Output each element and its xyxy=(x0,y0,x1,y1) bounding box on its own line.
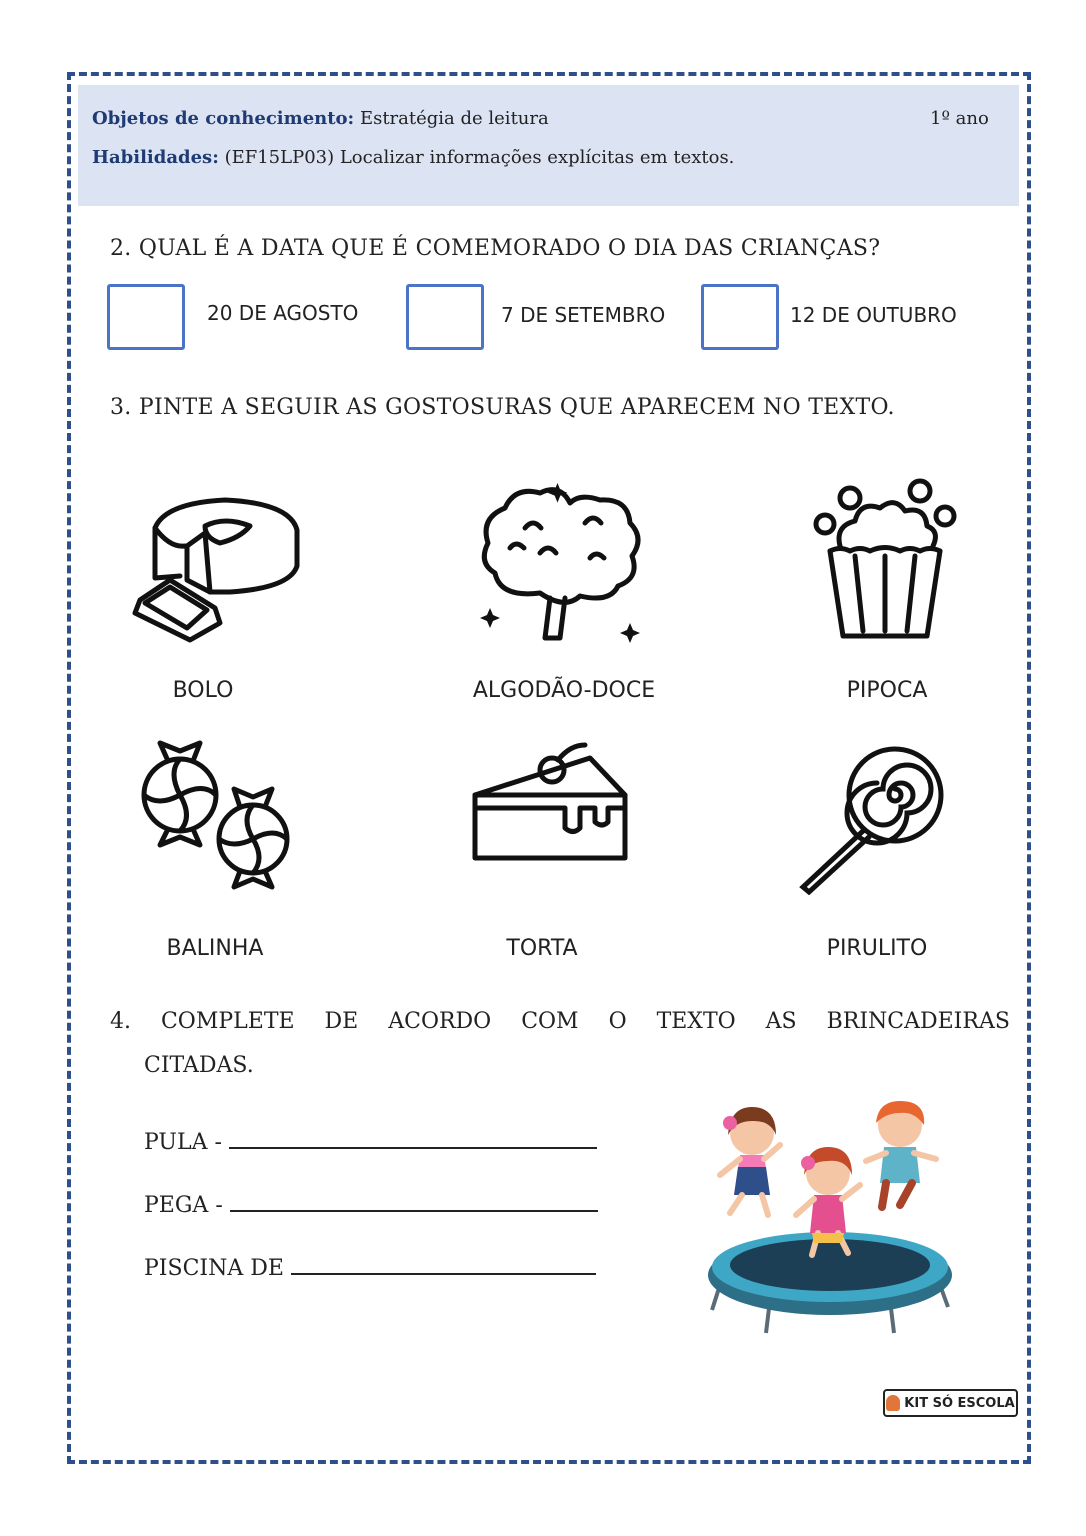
q4-word: COM xyxy=(521,1009,579,1034)
lollipop-icon[interactable] xyxy=(795,745,955,895)
food-label-torta: TORTA xyxy=(506,936,578,961)
q4-word: COMPLETE xyxy=(160,1009,295,1034)
blank-pula-line[interactable] xyxy=(229,1131,597,1149)
food-label-pipoca: PIPOCA xyxy=(846,678,928,703)
header-panel xyxy=(78,85,1019,206)
q4-word: AS xyxy=(765,1009,797,1034)
answer-box-3[interactable] xyxy=(701,284,779,350)
cotton-candy-icon[interactable] xyxy=(470,478,650,653)
q4-word: O xyxy=(608,1009,627,1034)
q4-word: ACORDO xyxy=(388,1009,492,1034)
answer-box-1[interactable] xyxy=(107,284,185,350)
logo-text: KIT SÓ ESCOLA xyxy=(904,1395,1015,1411)
objetos-line xyxy=(92,108,549,129)
option-2-label: 7 DE SETEMBRO xyxy=(501,303,666,327)
blank-piscina-line[interactable] xyxy=(291,1257,596,1275)
objetos-value: Estratégia de leitura xyxy=(359,108,549,129)
habilidades-value: (EF15LP03) Localizar informações explícitas em textos. xyxy=(224,147,735,168)
habilidades-line xyxy=(92,147,734,168)
option-3-label: 12 DE OUTUBRO xyxy=(790,303,957,327)
candy-icon[interactable] xyxy=(138,737,298,892)
habilidades-label: Habilidades: xyxy=(92,147,219,168)
question-3: 3. PINTE A SEGUIR AS GOSTOSURAS QUE APARECEM NO TEXTO. xyxy=(110,395,895,420)
objetos-label: Objetos de conhecimento: xyxy=(92,108,355,129)
question-4 xyxy=(110,1000,1010,1088)
blank-piscina-label: PISCINA DE xyxy=(144,1256,284,1281)
popcorn-icon[interactable] xyxy=(805,476,965,646)
q4-word: DE xyxy=(324,1009,359,1034)
answer-box-2[interactable] xyxy=(406,284,484,350)
blank-pega-label: PEGA - xyxy=(144,1193,223,1218)
logo-icon xyxy=(886,1395,900,1411)
blank-pula xyxy=(144,1130,597,1155)
pie-slice-icon[interactable] xyxy=(470,740,630,865)
blank-pega xyxy=(144,1193,598,1218)
bundt-cake-icon[interactable] xyxy=(125,488,305,648)
food-label-bolo: BOLO xyxy=(172,678,234,703)
food-label-balinha: BALINHA xyxy=(166,936,264,961)
question-4-line-1 xyxy=(110,1000,1010,1044)
kit-so-escola-logo xyxy=(883,1389,1018,1417)
food-label-pirulito: PIRULITO xyxy=(826,936,928,961)
trampoline-kids-illustration xyxy=(700,1095,960,1340)
blank-pega-line[interactable] xyxy=(230,1194,598,1212)
blank-piscina xyxy=(144,1256,596,1281)
grade-label: 1º ano xyxy=(930,108,989,129)
question-4-line-2: CITADAS. xyxy=(144,1053,254,1078)
question-2: 2. QUAL É A DATA QUE É COMEMORADO O DIA DAS CRIANÇAS? xyxy=(110,236,881,261)
blank-pula-label: PULA - xyxy=(144,1130,222,1155)
food-label-algodao-doce: ALGODÃO-DOCE xyxy=(472,678,656,703)
q4-word: BRINCADEIRAS xyxy=(826,1009,1010,1034)
q4-word: TEXTO xyxy=(656,1009,736,1034)
question-4-number: 4. xyxy=(110,1009,131,1034)
option-1-label: 20 DE AGOSTO xyxy=(207,301,359,325)
